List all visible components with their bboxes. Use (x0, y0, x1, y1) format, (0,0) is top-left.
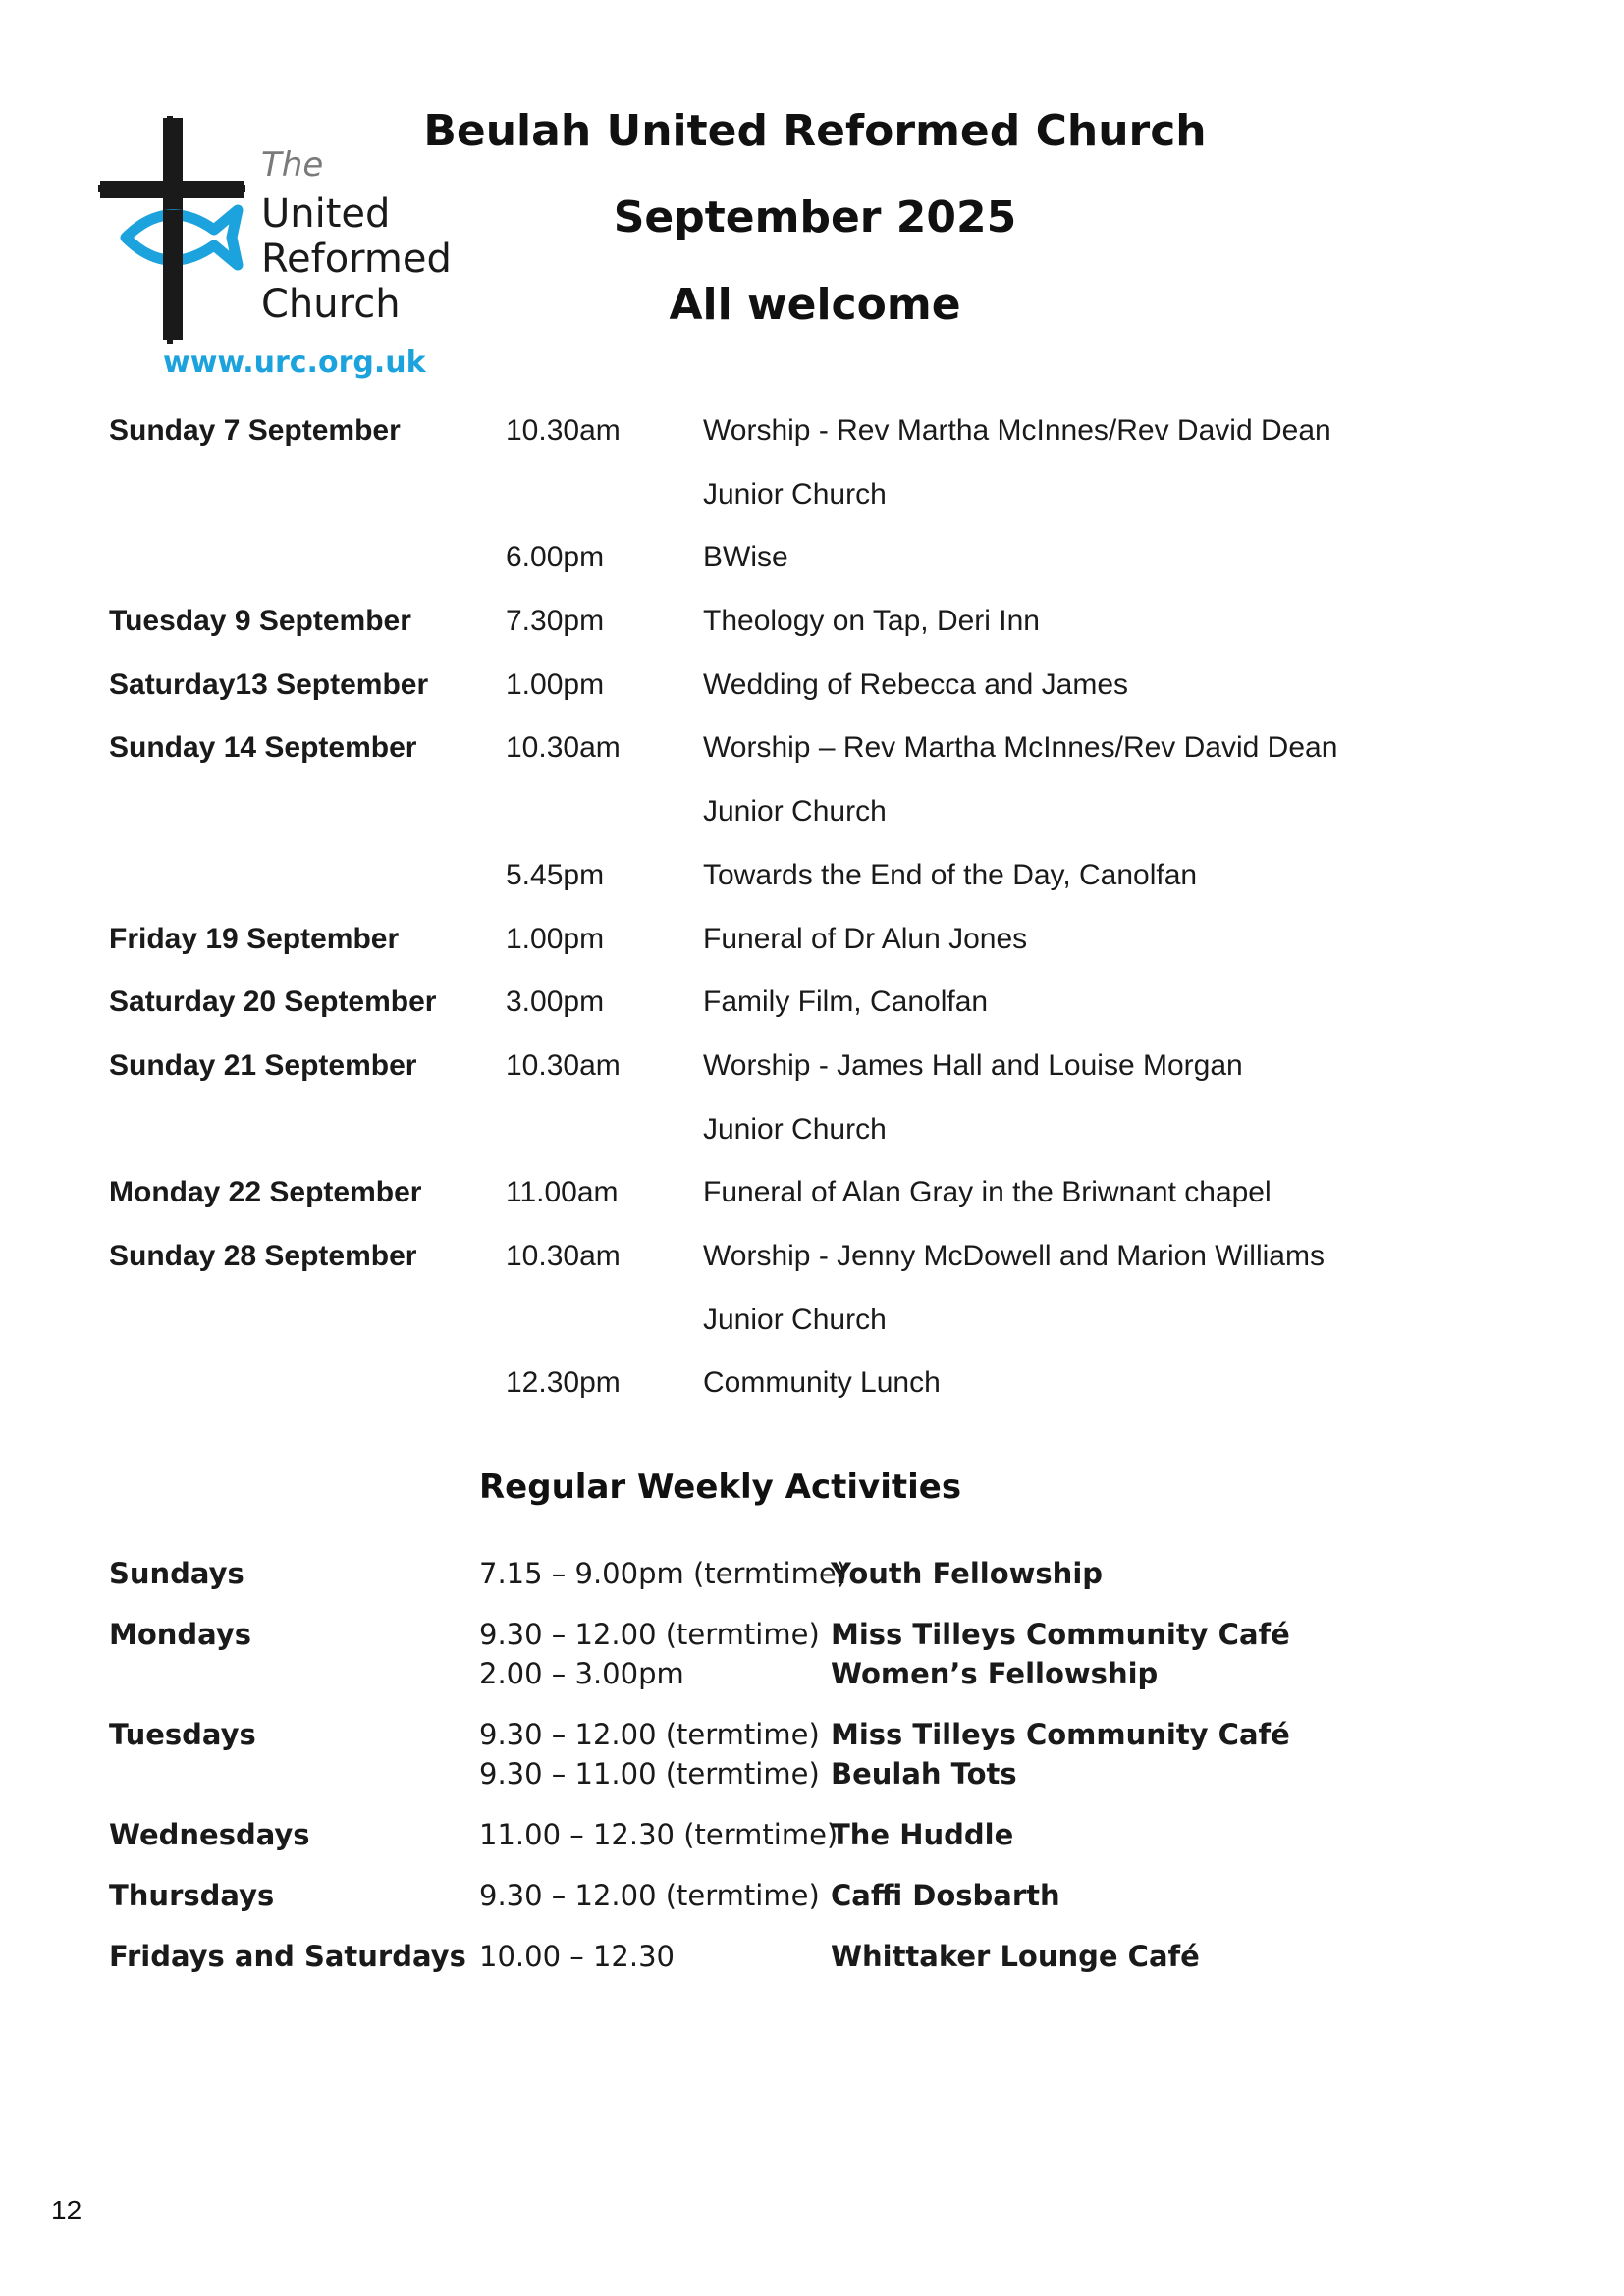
weekly-row (109, 1818, 1484, 1857)
schedule-event: Theology on Tap, Deri Inn (703, 605, 1040, 638)
schedule-event: Worship - Rev Martha McInnes/Rev David Dean (703, 414, 1331, 447)
weekly-activity: Miss Tilleys Community Café (831, 1618, 1290, 1651)
weekly-activity: The Huddle (831, 1818, 1014, 1851)
weekly-row (109, 1879, 1484, 1918)
weekly-time: 10.00 – 12.30 (479, 1940, 675, 1973)
schedule-time: 5.45pm (506, 858, 605, 891)
weekly-day: Wednesdays (109, 1818, 310, 1851)
schedule-event: Junior Church (703, 1303, 887, 1336)
schedule-event: BWise (703, 541, 788, 574)
logo-line-united: United (261, 191, 391, 237)
weekly-time: 9.30 – 12.00 (termtime) (479, 1618, 820, 1651)
schedule-event: Junior Church (703, 477, 887, 510)
schedule-event: Wedding of Rebecca and James (703, 667, 1129, 701)
schedule-day: Friday 19 September (109, 922, 400, 955)
weekly-activity: Whittaker Lounge Café (831, 1940, 1200, 1973)
schedule-day: Tuesday 9 September (109, 605, 411, 638)
weekly-time: 9.30 – 12.00 (termtime) (479, 1718, 820, 1751)
schedule-time: 7.30pm (506, 605, 605, 638)
schedule-event: Community Lunch (703, 1366, 941, 1400)
schedule-time: 1.00pm (506, 667, 605, 701)
weekly-item (109, 1818, 1484, 1857)
weekly-activity: Women’s Fellowship (831, 1657, 1159, 1690)
schedule-event: Worship - James Hall and Louise Morgan (703, 1048, 1243, 1082)
schedule-event: Junior Church (703, 1112, 887, 1146)
schedule-time: 10.30am (506, 414, 621, 447)
schedule-event: Funeral of Alan Gray in the Briwnant chapel (703, 1176, 1272, 1209)
weekly-row (109, 1718, 1484, 1796)
weekly-row (109, 1557, 1484, 1596)
schedule-row (109, 1296, 1484, 1360)
urc-logo (98, 116, 452, 391)
page-title: Beulah United Reformed Church (423, 106, 1207, 156)
weekly-activity: Beulah Tots (831, 1757, 1017, 1790)
schedule-day: Saturday13 September (109, 667, 429, 701)
weekly-time: 9.30 – 12.00 (termtime) (479, 1879, 820, 1912)
schedule-day: Sunday 14 September (109, 731, 417, 765)
weekly-item (109, 1940, 1484, 1979)
schedule-day: Sunday 28 September (109, 1239, 417, 1272)
schedule-day: Sunday 21 September (109, 1048, 417, 1082)
weekly-item (109, 1657, 1484, 1696)
schedule-time: 6.00pm (506, 541, 605, 574)
schedule-event: Funeral of Dr Alun Jones (703, 922, 1028, 955)
cross-fish-icon (98, 116, 245, 351)
schedule-event: Family Film, Canolfan (703, 986, 989, 1019)
logo-line-reformed: Reformed (261, 237, 452, 282)
schedule-event: Junior Church (703, 795, 887, 828)
weekly-title: Regular Weekly Activities (479, 1468, 962, 1507)
schedule-row (109, 661, 1484, 724)
weekly-item (109, 1757, 1484, 1796)
schedule-day: Monday 22 September (109, 1176, 422, 1209)
schedule-time: 10.30am (506, 731, 621, 765)
logo-url: www.urc.org.uk (163, 346, 426, 380)
page-number: 12 (51, 2195, 82, 2225)
weekly-day: Tuesdays (109, 1718, 256, 1751)
weekly-item (109, 1879, 1484, 1918)
schedule-time: 11.00am (506, 1176, 619, 1209)
schedule-row (109, 787, 1484, 851)
schedule-row (109, 1168, 1484, 1232)
weekly-day: Fridays and Saturdays (109, 1940, 466, 1973)
schedule-day: Sunday 7 September (109, 414, 401, 447)
schedule-time: 3.00pm (506, 986, 605, 1019)
weekly-item (109, 1718, 1484, 1757)
schedule-row (109, 1359, 1484, 1422)
weekly-day: Mondays (109, 1618, 252, 1651)
schedule-time: 10.30am (506, 1239, 621, 1272)
schedule-row (109, 1041, 1484, 1105)
weekly-activity: Youth Fellowship (831, 1557, 1104, 1590)
schedule-row (109, 597, 1484, 661)
weekly-time: 2.00 – 3.00pm (479, 1657, 684, 1690)
logo-line-church: Church (261, 282, 401, 327)
welcome-title: All welcome (669, 280, 961, 330)
schedule-row (109, 1232, 1484, 1296)
weekly-time: 9.30 – 11.00 (termtime) (479, 1757, 820, 1790)
weekly-time: 11.00 – 12.30 (termtime) (479, 1818, 839, 1851)
schedule-row (109, 723, 1484, 787)
schedule-row (109, 470, 1484, 534)
month-title: September 2025 (613, 192, 1017, 242)
schedule-time: 10.30am (506, 1048, 621, 1082)
weekly-item (109, 1618, 1484, 1657)
schedule-row (109, 533, 1484, 597)
schedule-row (109, 1105, 1484, 1169)
weekly-activity: Miss Tilleys Community Café (831, 1718, 1290, 1751)
weekly-day: Sundays (109, 1557, 244, 1590)
schedule-row (109, 851, 1484, 915)
logo-the: The (261, 145, 324, 185)
weekly-activities (109, 1557, 1484, 1979)
schedule-row (109, 915, 1484, 979)
weekly-row (109, 1618, 1484, 1696)
weekly-activity: Caffi Dosbarth (831, 1879, 1060, 1912)
schedule-row (109, 978, 1484, 1041)
schedule-list (109, 406, 1484, 1422)
schedule-time: 12.30pm (506, 1366, 621, 1400)
schedule-event: Worship – Rev Martha McInnes/Rev David Dean (703, 731, 1338, 765)
schedule-time: 1.00pm (506, 922, 605, 955)
weekly-item (109, 1557, 1484, 1596)
schedule-row (109, 406, 1484, 470)
weekly-day: Thursdays (109, 1879, 275, 1912)
weekly-time: 7.15 – 9.00pm (termtime) (479, 1557, 847, 1590)
schedule-day: Saturday 20 September (109, 986, 437, 1019)
schedule-event: Towards the End of the Day, Canolfan (703, 858, 1198, 891)
weekly-row (109, 1940, 1484, 1979)
schedule-event: Worship - Jenny McDowell and Marion Williams (703, 1239, 1325, 1272)
